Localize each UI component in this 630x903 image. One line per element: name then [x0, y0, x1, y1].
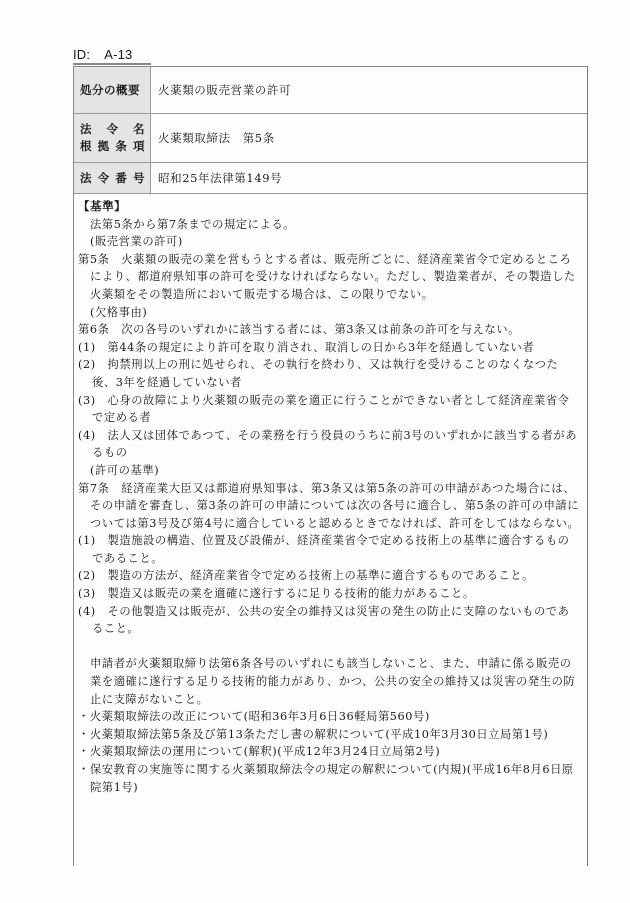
article6-item: (2) 拘禁刑以上の刑に処せられ、その執行を終わり、又は執行を受けることのなくなつた後、3年を経過していない者	[78, 358, 559, 389]
label-char: 法	[80, 122, 92, 136]
row-law-number	[74, 163, 587, 194]
label-char: 拠	[97, 139, 110, 153]
label-law-number-chars	[80, 170, 145, 186]
document-id-label: ID:	[73, 47, 91, 62]
label-law-name	[74, 114, 151, 162]
label-char: 項	[132, 139, 145, 153]
label-char: 番	[115, 171, 128, 185]
criteria-heading: 【基準】	[78, 199, 127, 213]
label-char: 根	[80, 139, 92, 153]
document-id	[73, 46, 151, 65]
label-law-name-line2	[80, 138, 145, 155]
article7-item: (4) その他製造又は販売が、公共の安全の維持又は災害の発生の防止に支障のないものであること。	[78, 604, 570, 636]
label-char: 号	[132, 171, 145, 185]
article7-item: (2) 製造の方法が、経済産業省令で定める技術上の基準に適合するものであること。	[78, 569, 534, 583]
value-law-number: 昭和25年法律第149号	[158, 171, 283, 185]
reference-item: ・火薬類取締法の運用について(解釈)(平成12年3月24日立局第2号)	[78, 745, 441, 759]
article5-text: 第5条 火薬類の販売の業を営もうとする者は、販売所ごとに、経済産業省令で定めるところにより、都道府県知事の許可を受けなければならない。ただし、製造業者が、その製造した火薬類をその製造所において販売する場合は、この限りでない。	[78, 252, 576, 301]
label-char: 条	[115, 139, 128, 153]
article6-item: (4) 法人又は団体であつて、その業務を行う役員のうちに前3号のいずれかに該当する者があるもの	[78, 428, 578, 460]
document-id-value: A-13	[104, 47, 133, 62]
label-law-number	[74, 163, 151, 193]
criteria-summary: 申請者が火薬類取締り法第6条各号のいずれにも該当しないこと、また、申請に係る販売の業を適確に遂行する足りる技術的能力があり、かつ、公共の安全の維持又は災害の発生の防止に支障がないこと。	[90, 657, 576, 706]
label-char: 令	[106, 122, 119, 136]
row-law-name	[74, 114, 587, 163]
label-char: 令	[97, 171, 110, 185]
label-law-name-line1	[80, 121, 145, 138]
label-char: 法	[80, 171, 92, 185]
article7-caption: (許可の基準)	[90, 463, 160, 477]
article7-text: 第7条 経済産業大臣又は都道府県知事は、第3条又は第5条の許可の申請があつた場合には、その申請を審査し、第3条の許可の申請については次の各号に適合し、第5条の許可の申請については第3号及び第4号に適合していると認めるときでなければ、許可をしてはならない。	[78, 481, 580, 530]
article6-caption: (欠格事由)	[90, 305, 148, 319]
spacer	[78, 638, 581, 656]
value-disposition-summary: 火薬類の販売営業の許可	[158, 83, 292, 97]
disposition-sheet	[73, 66, 588, 866]
article6-item: (3) 心身の故障により火薬類の販売の業を適正に行うことができない者として経済産業省令で定める者	[78, 393, 570, 425]
reference-item: ・保安教育の実施等に関する火薬類取締法令の規定の解釈について(内規)(平成16年8月6日原院第1号)	[78, 763, 574, 794]
article7-item: (3) 製造又は販売の業を適確に遂行するに足りる技術的能力があること。	[78, 587, 475, 601]
article6-item: (1) 第44条の規定により許可を取り消され、取消しの日から3年を経過していない者	[78, 340, 535, 354]
value-law-name: 火薬類取締法 第5条	[158, 131, 275, 145]
label-char: 名	[133, 122, 145, 136]
article7-item: (1) 製造施設の構造、位置及び設備が、経済産業省令で定める技術上の基準に適合するものであること。	[78, 534, 570, 565]
criteria-section	[74, 194, 587, 866]
article5-caption: (販売営業の許可)	[90, 235, 183, 249]
article6-text: 第6条 次の各号のいずれかに該当する者には、第3条又は前条の許可を与えない。	[78, 323, 520, 337]
row-disposition-summary	[74, 67, 587, 114]
reference-item: ・火薬類取締法第5条及び第13条ただし書の解釈について(平成10年3月30日立局第1号)	[78, 727, 549, 741]
criteria-intro: 法第5条から第7条までの規定による。	[90, 217, 296, 231]
reference-item: ・火薬類取締法の改正について(昭和36年3月6日36軽局第560号)	[78, 710, 430, 724]
label-disposition-summary: 処分の概要	[74, 67, 151, 113]
